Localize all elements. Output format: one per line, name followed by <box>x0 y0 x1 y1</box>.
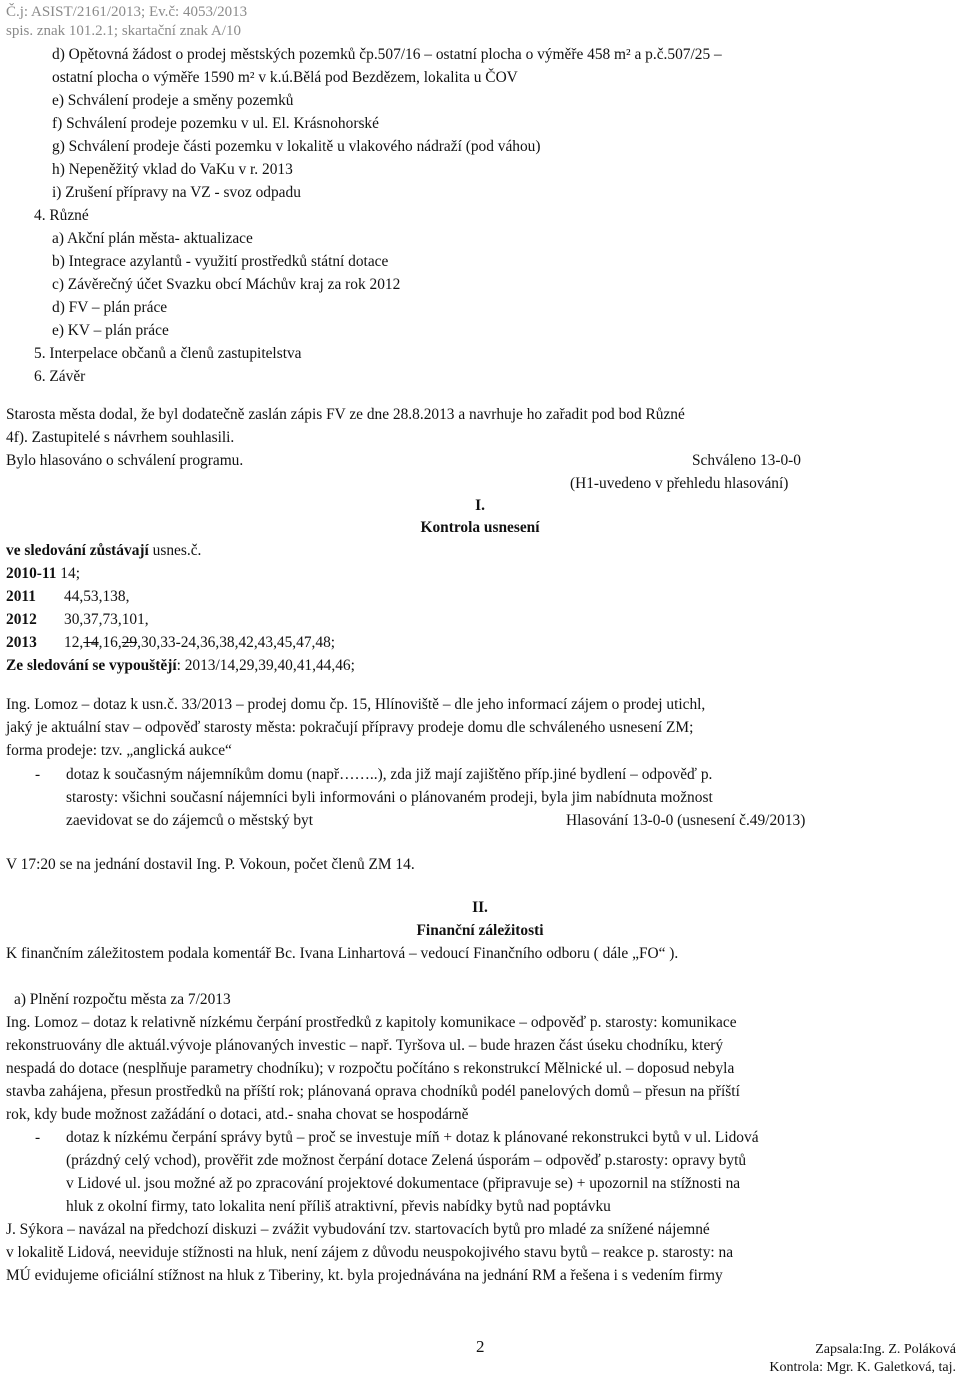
bullet-line: hluk z okolní firmy, tato lokalita není příliš atraktivní, převis nabídky bytů nad poptávku <box>66 1198 611 1215</box>
bullet-line: (prázdný celý vchod), prověřit zde možnost čerpání dotace Zelená úsporám – odpověď p.starosty: opravy bytů <box>66 1152 747 1169</box>
removed-line <box>6 656 355 675</box>
value-part: ,30,33-24,36,38,42,43,45,47,48; <box>137 634 336 651</box>
program-item: e) Schválení prodeje a směny pozemků <box>52 92 294 109</box>
program-item: b) Integrace azylantů - využití prostředků státní dotace <box>52 253 389 270</box>
subsection-heading: a) Plnění rozpočtu města za 7/2013 <box>14 991 231 1008</box>
section-number: I. <box>475 497 485 514</box>
page-number: 2 <box>476 1337 485 1356</box>
reference-number: Č.j: ASIST/2161/2013; Ev.č: 4053/2013 <box>6 4 248 20</box>
program-heading: 6. Závěr <box>34 368 86 385</box>
vote-result: Hlasování 13-0-0 (usnesení č.49/2013) <box>566 812 806 829</box>
section-title: Kontrola usnesení <box>420 519 540 536</box>
bullet-line: dotaz k současným nájemníkům domu (např……..), zda již mají zajištěno příp.jiné bydlení – odpověď p. <box>66 766 713 783</box>
tracking-values <box>64 633 335 652</box>
tracking-row <box>6 564 80 583</box>
bullet-line: v Lidové ul. jsou možné až po zpracování projektové dokumentace (připravuje se) + upozornil na stížnosti na <box>66 1175 741 1192</box>
vote-result: Schváleno 13-0-0 <box>692 452 801 469</box>
paragraph-line: MÚ evidujeme oficiální stížnost na hluk z Tiberiny, kt. byla projednávána na jednání RM a řešena i s vedením firmy <box>6 1267 723 1284</box>
program-item: h) Nepeněžitý vklad do VaKu v r. 2013 <box>52 161 293 178</box>
checker: Kontrola: Mgr. K. Galetková, taj. <box>769 1360 956 1375</box>
paragraph-line: Ing. Lomoz – dotaz k usn.č. 33/2013 – prodej domu čp. 15, Hlínoviště – dle jeho informací zájem o prodej utichl, <box>6 696 706 713</box>
tracking-year: 2013 <box>6 634 37 651</box>
intro-text: Starosta města dodal, že byl dodatečně zaslán zápis FV ze dne 28.8.2013 a navrhuje ho zařadit pod bod Různé <box>6 406 685 423</box>
tracking-suffix: usnes.č. <box>148 542 202 559</box>
bullet-line: starosty: všichni současní nájemníci byli informováni o plánovaném prodeji, byla jim nabídnuta možnost <box>66 789 713 806</box>
paragraph-line: Ing. Lomoz – dotaz k relativně nízkému čerpání prostředků z kapitoly komunikace – odpověď p. starosty: komunikace <box>6 1014 737 1031</box>
arrival-note: V 17:20 se na jednání dostavil Ing. P. Vokoun, počet členů ZM 14. <box>6 856 415 873</box>
section-number: II. <box>472 899 488 916</box>
program-item: i) Zrušení přípravy na VZ - svoz odpadu <box>52 184 301 201</box>
program-heading: 4. Různé <box>34 207 89 224</box>
removed-values: : 2013/14,29,39,40,41,44,46; <box>176 657 355 674</box>
program-item: d) FV – plán práce <box>52 299 168 316</box>
tracking-line <box>6 541 201 560</box>
paragraph-line: rok, kdy bude možnost zažádání o dotaci, atd.- snaha chovat se hospodárně <box>6 1106 469 1123</box>
program-item: ostatní plocha o výměře 1590 m² v k.ú.Bělá pod Bezdězem, lokalita u ČOV <box>52 69 518 86</box>
paragraph-line: stavba zahájena, přesun prostředků na příští rok; plánovaná oprava chodníků podél panelových domů – přesun na příští <box>6 1083 740 1100</box>
program-item: g) Schválení prodeje části pozemku v lokalitě u vlakového nádraží (pod váhou) <box>52 138 541 155</box>
intro-text: 4f). Zastupitelé s návrhem souhlasili. <box>6 429 235 446</box>
tracking-year: 2012 <box>6 611 37 628</box>
value-part: ,16, <box>98 634 122 651</box>
paragraph-line: nespadá do dotace (nesplňuje parametry chodníku); v rozpočtu počítáno s rekonstrukcí Mělnické ul. – doposud nebyla <box>6 1060 735 1077</box>
paragraph-line: jaký je aktuální stav – odpověď starosty města: pokračují přípravy prodeje domu dle schváleného usnesení ZM; <box>6 719 694 736</box>
paragraph-line: forma prodeje: tzv. „anglická aukce“ <box>6 742 232 759</box>
program-heading: 5. Interpelace občanů a členů zastupitelstva <box>34 345 302 362</box>
struck-value: 14 <box>83 634 99 651</box>
bullet-line: dotaz k nízkému čerpání správy bytů – proč se investuje míň + dotaz k plánované rekonstrukci bytů v ul. Lidová <box>66 1129 759 1146</box>
intro-text: Bylo hlasováno o schválení programu. <box>6 452 244 469</box>
recorder: Zapsala:Ing. Z. Poláková <box>815 1342 956 1357</box>
file-code: spis. znak 101.2.1; skartační znak A/10 <box>6 23 241 39</box>
bullet-dash: - <box>35 1129 41 1146</box>
tracking-year: 2010-11 <box>6 565 57 582</box>
bullet-dash: - <box>35 766 41 783</box>
program-item: e) KV – plán práce <box>52 322 169 339</box>
paragraph-line: v lokalitě Lidová, neeviduje stížnosti na hluk, není zájem z důvodu neuspokojivého stavu bytů – reakce p. starosty: na <box>6 1244 734 1261</box>
section-title: Finanční záležitosti <box>416 922 544 939</box>
paragraph-line: J. Sýkora – navázal na předchozí diskuzi – zvážit vybudování tzv. startovacích bytů pro mladé za snížené nájemné <box>6 1221 710 1238</box>
program-item: f) Schválení prodeje pozemku v ul. El. Krásnohorské <box>52 115 379 132</box>
program-item: a) Akční plán města- aktualizace <box>52 230 253 247</box>
bullet-line: zaevidovat se do zájemců o městský byt <box>66 812 314 829</box>
vote-note: (H1-uvedeno v přehledu hlasování) <box>570 475 789 492</box>
removed-label: Ze sledování se vypouštějí <box>6 657 177 674</box>
paragraph-line: rekonstruovány dle aktuál.vývoje plánovaných investic – např. Tyršova ul. – bude hrazen část úseku chodníku, který <box>6 1037 724 1054</box>
tracking-label: ve sledování zůstávají <box>6 542 149 559</box>
program-item: c) Závěrečný účet Svazku obcí Máchův kraj za rok 2012 <box>52 276 401 293</box>
struck-value: 29 <box>121 634 138 651</box>
value-part: 12, <box>64 634 84 651</box>
tracking-values: 30,37,73,101, <box>64 611 149 628</box>
section-intro: K finančním záležitostem podala komentář Bc. Ivana Linhartová – vedoucí Finančního odboru ( dále „FO“ ). <box>6 945 679 962</box>
tracking-values: 14; <box>56 565 80 582</box>
tracking-values: 44,53,138, <box>64 588 130 605</box>
program-item: d) Opětovná žádost o prodej městských pozemků čp.507/16 – ostatní plocha o výměře 458 m² a p.č.507/25 – <box>52 46 722 63</box>
tracking-year: 2011 <box>6 588 36 605</box>
